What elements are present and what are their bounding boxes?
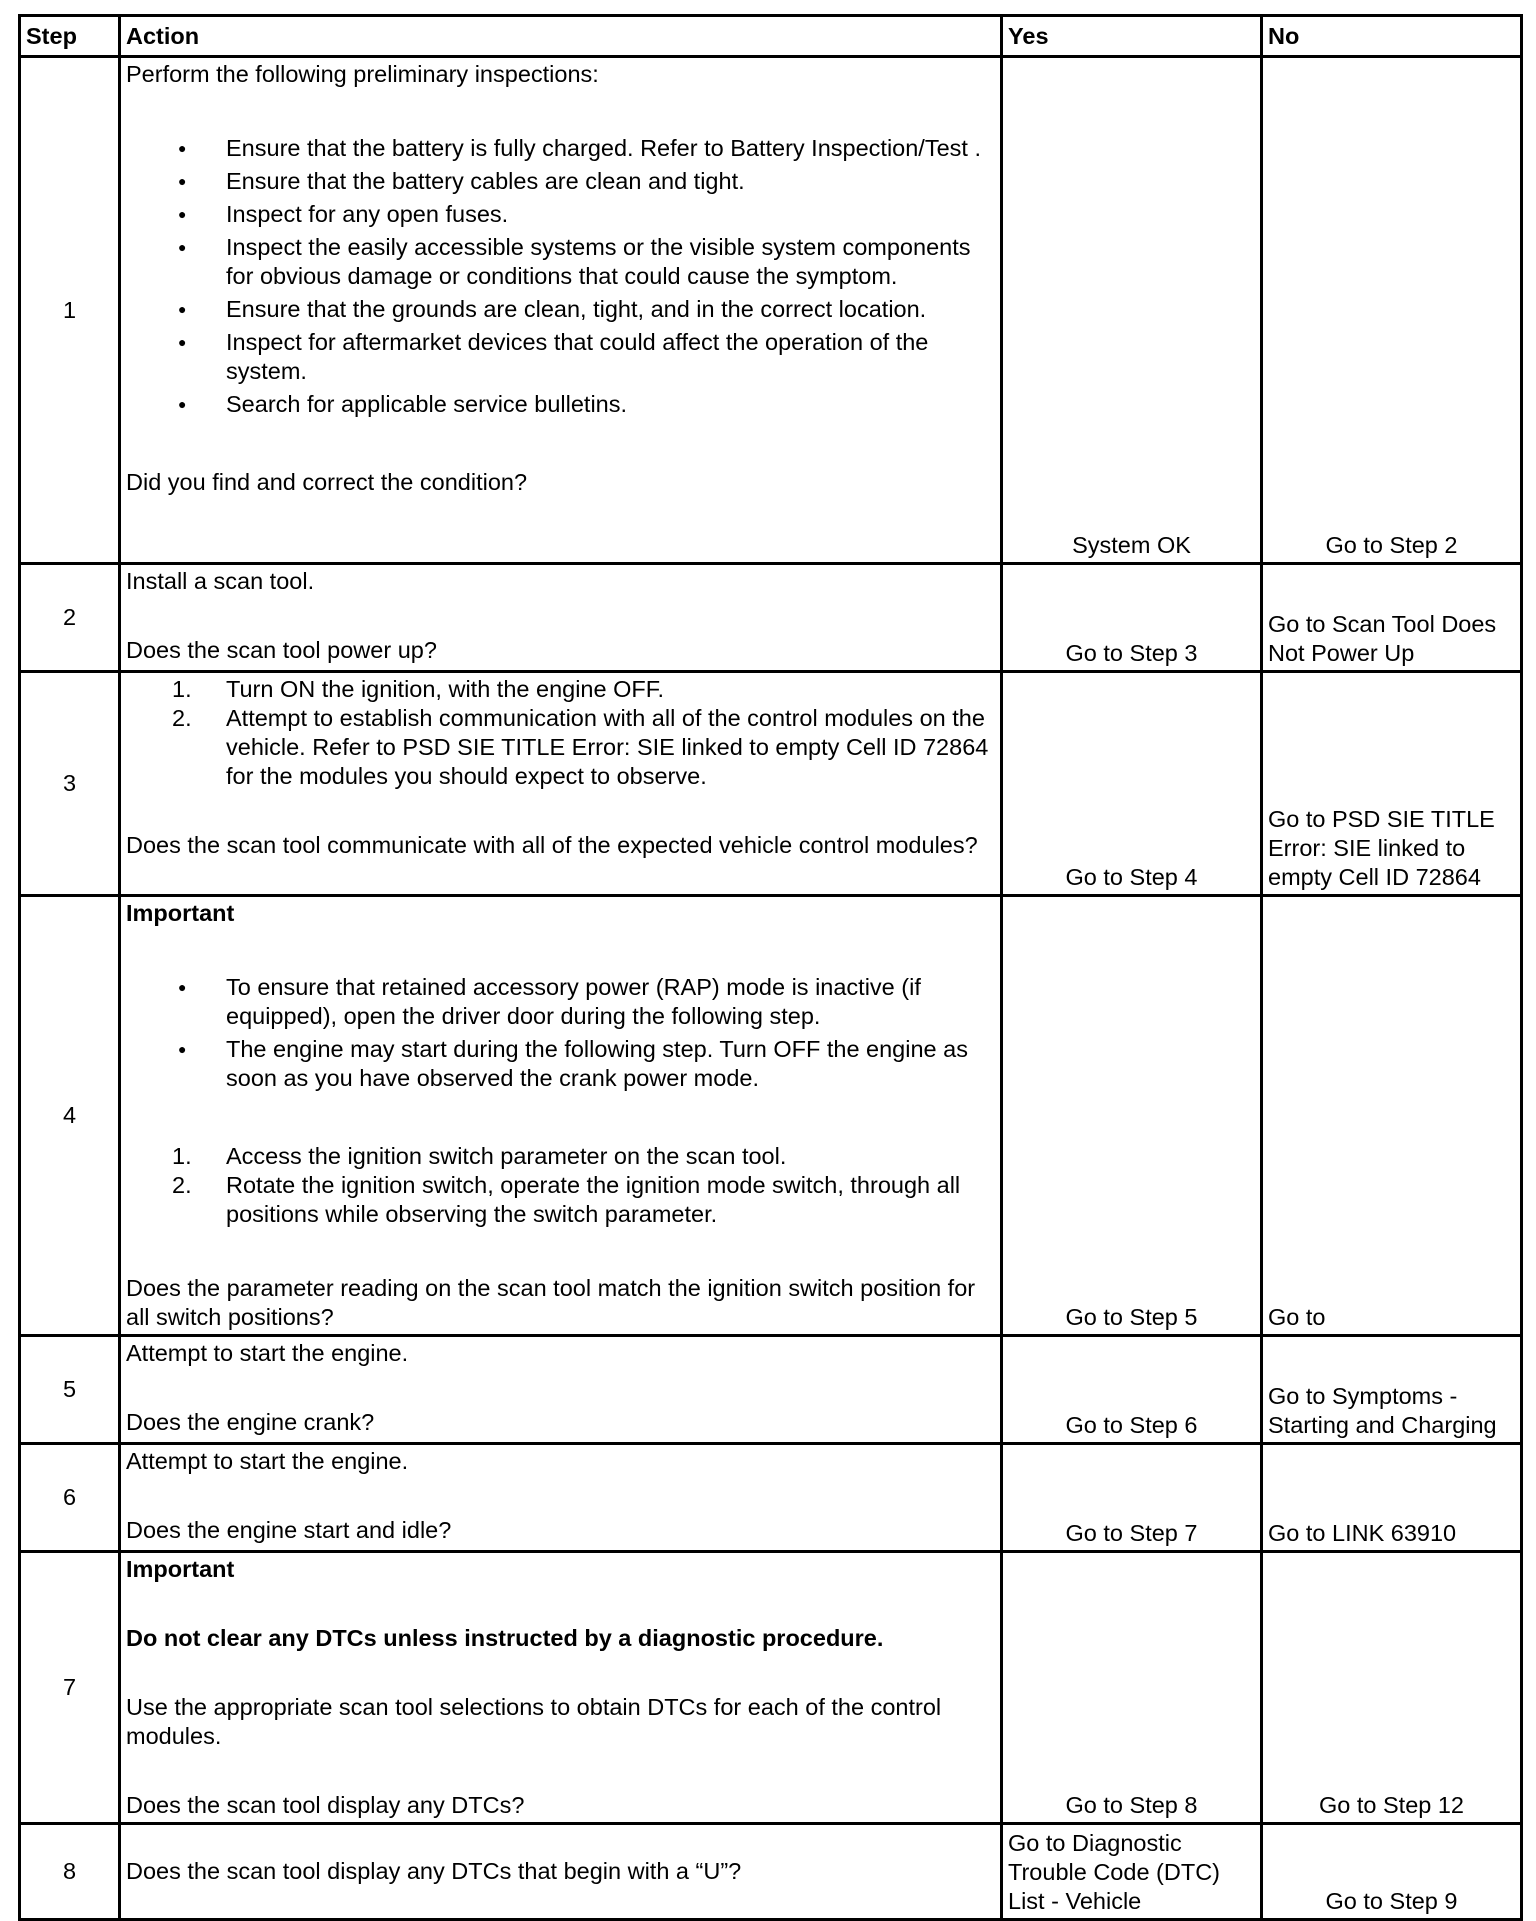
action-cell	[120, 1336, 1002, 1444]
diagnostic-table	[18, 14, 1523, 1921]
no-result: Go to Step 12	[1262, 1552, 1522, 1824]
list-item: 2. Attempt to establish communication with all of the control modules on the vehicle. Refer to PSD SIE TITLE Error: SIE linked to empty Cell ID 72864 for the modules you should expect to observe.	[172, 705, 989, 789]
action-cell	[120, 672, 1002, 896]
list-item: 2. Rotate the ignition switch, operate the ignition mode switch, through all positions while observing the switch parameter.	[172, 1172, 961, 1227]
action-question: Does the scan tool communicate with all of the expected vehicle control modules?	[126, 832, 978, 858]
action-question: Does the scan tool display any DTCs?	[126, 1792, 525, 1818]
table-row-step-2	[20, 564, 1522, 672]
table-row-step-5	[20, 1336, 1522, 1444]
table-row-step-3	[20, 672, 1522, 896]
yes-result: Go to Step 3	[1002, 564, 1262, 672]
list-item: ● Ensure that the grounds are clean, tight, and in the correct location.	[226, 295, 995, 324]
action-cell	[120, 1824, 1002, 1920]
list-item: ● Inspect for any open fuses.	[226, 200, 995, 229]
list-item: ● The engine may start during the following step. Turn OFF the engine as soon as you have observed the crank power mode.	[226, 1035, 995, 1093]
step-number: 3	[20, 672, 120, 896]
yes-result: Go to Diagnostic Trouble Code (DTC) List - Vehicle	[1002, 1824, 1262, 1920]
step-number: 6	[20, 1444, 120, 1552]
no-result: Go to LINK 63910	[1262, 1444, 1522, 1552]
table-row-step-4	[20, 896, 1522, 1336]
inspection-list	[126, 134, 995, 419]
action-intro: Perform the following preliminary inspections:	[126, 61, 599, 87]
no-result: Go to Scan Tool Does Not Power Up	[1262, 564, 1522, 672]
header-yes: Yes	[1002, 16, 1262, 57]
list-item: ● Search for applicable service bulletins.	[226, 390, 995, 419]
procedure-list	[126, 675, 995, 791]
no-result: Go to Step 2	[1262, 57, 1522, 564]
action-question: Does the engine crank?	[126, 1409, 375, 1435]
action-intro: Install a scan tool.	[126, 568, 315, 594]
yes-result: Go to Step 8	[1002, 1552, 1262, 1824]
step-number: 2	[20, 564, 120, 672]
step-number: 7	[20, 1552, 120, 1824]
action-intro: Attempt to start the engine.	[126, 1448, 409, 1474]
important-label: Important	[126, 1556, 235, 1582]
no-result: Go to PSD SIE TITLE Error: SIE linked to empty Cell ID 72864	[1262, 672, 1522, 896]
yes-result: Go to Step 7	[1002, 1444, 1262, 1552]
step-number: 8	[20, 1824, 120, 1920]
caution-list	[126, 973, 995, 1093]
no-result: Go to	[1262, 896, 1522, 1336]
action-cell	[120, 1552, 1002, 1824]
yes-result: Go to Step 5	[1002, 896, 1262, 1336]
header-row	[20, 16, 1522, 57]
list-item: 1. Access the ignition switch parameter on the scan tool.	[172, 1143, 787, 1169]
action-question: Does the scan tool display any DTCs that begin with a “U”?	[126, 1858, 742, 1884]
important-label: Important	[126, 900, 235, 926]
step-number: 4	[20, 896, 120, 1336]
no-result: Go to Step 9	[1262, 1824, 1522, 1920]
action-question: Does the engine start and idle?	[126, 1517, 452, 1543]
action-cell	[120, 896, 1002, 1336]
action-cell	[120, 57, 1002, 564]
header-step: Step	[20, 16, 120, 57]
list-item: ● To ensure that retained accessory power (RAP) mode is inactive (if equipped), open the driver door during the following step.	[226, 973, 995, 1031]
step-number: 1	[20, 57, 120, 564]
yes-result: System OK	[1002, 57, 1262, 564]
warning-note: Do not clear any DTCs unless instructed by a diagnostic procedure.	[126, 1625, 884, 1651]
header-action: Action	[120, 16, 1002, 57]
table-row-step-6	[20, 1444, 1522, 1552]
action-intro: Attempt to start the engine.	[126, 1340, 409, 1366]
list-item: ● Inspect the easily accessible systems or the visible system components for obvious damage or conditions that could cause the symptom.	[226, 233, 995, 291]
procedure-list	[126, 1142, 995, 1229]
action-cell	[120, 564, 1002, 672]
table-row-step-1	[20, 57, 1522, 564]
list-item: ● Ensure that the battery is fully charged. Refer to Battery Inspection/Test .	[226, 134, 995, 163]
list-item: ● Inspect for aftermarket devices that could affect the operation of the system.	[226, 328, 995, 386]
yes-result: Go to Step 6	[1002, 1336, 1262, 1444]
list-item: 1. Turn ON the ignition, with the engine OFF.	[172, 676, 665, 702]
list-item: ● Ensure that the battery cables are clean and tight.	[226, 167, 995, 196]
no-result: Go to Symptoms - Starting and Charging	[1262, 1336, 1522, 1444]
action-question: Does the scan tool power up?	[126, 637, 437, 663]
action-cell	[120, 1444, 1002, 1552]
table-row-step-7	[20, 1552, 1522, 1824]
action-intro: Use the appropriate scan tool selections to obtain DTCs for each of the control modules.	[126, 1694, 942, 1749]
step-number: 5	[20, 1336, 120, 1444]
header-no: No	[1262, 16, 1522, 57]
table-row-step-8	[20, 1824, 1522, 1920]
action-question: Did you find and correct the condition?	[126, 469, 528, 495]
yes-result: Go to Step 4	[1002, 672, 1262, 896]
action-question: Does the parameter reading on the scan tool match the ignition switch position for all switch positions?	[126, 1275, 976, 1330]
